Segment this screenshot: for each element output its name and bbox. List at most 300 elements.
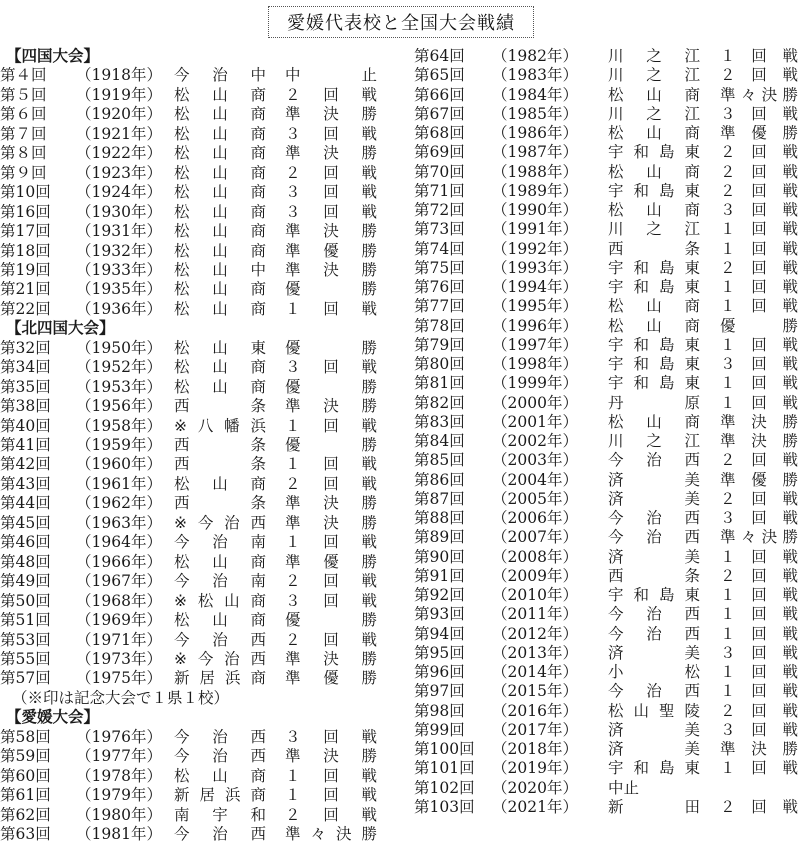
year-cell: （1993年）	[492, 258, 578, 277]
result-cell: １ 回 戦	[720, 393, 798, 412]
edition-cell: 第７回	[0, 124, 47, 143]
result-cell: １ 回 戦	[720, 335, 798, 354]
school-cell: 松 山 商	[608, 85, 700, 104]
year-cell: （1986年）	[492, 124, 578, 142]
edition-cell: 第44回	[0, 494, 51, 513]
table-row	[0, 610, 400, 630]
table-row	[414, 720, 800, 740]
school-cell: 今 治 西	[608, 624, 700, 643]
edition-cell: 第６回	[0, 105, 47, 124]
edition-cell: 第72回	[414, 201, 465, 219]
result-cell: 準 決 勝	[285, 222, 377, 241]
result-cell: ２ 回 戦	[285, 85, 377, 104]
result-cell: １ 回 戦	[720, 220, 798, 239]
table-row	[414, 624, 800, 644]
school-cell: 松 山 商	[608, 316, 700, 335]
edition-cell: 第62回	[0, 805, 51, 824]
table-row	[0, 649, 400, 669]
school-cell: 松 山 商	[174, 183, 266, 202]
table-row	[414, 65, 800, 85]
school-cell: 松 山 聖 陵	[608, 701, 700, 720]
result-cell: 中 止	[285, 66, 377, 85]
table-row	[0, 221, 400, 241]
school-cell: 中止	[608, 778, 640, 797]
year-cell: （1973年）	[76, 649, 162, 668]
school-cell: ※ 八 幡 浜	[174, 416, 266, 435]
edition-cell: 第17回	[0, 222, 51, 241]
table-row	[414, 681, 800, 701]
year-cell: （2010年）	[492, 586, 578, 604]
school-cell: 川 之 江	[608, 104, 700, 123]
result-cell: １ 回 戦	[720, 278, 798, 296]
school-cell: 済 美	[608, 740, 700, 758]
result-cell: 準 決 勝	[285, 144, 377, 163]
school-cell: 松 山 商	[174, 358, 266, 377]
school-cell: 小 松	[608, 663, 700, 681]
result-cell: １ 回 戦	[285, 299, 377, 318]
year-cell: （1991年）	[492, 220, 578, 239]
school-cell: 松 山 商	[174, 222, 266, 241]
table-row	[414, 335, 800, 355]
table-row	[414, 239, 800, 259]
school-cell: 松 山 商	[174, 85, 266, 104]
edition-cell: 第18回	[0, 241, 51, 260]
school-cell: 松 山 商	[174, 144, 266, 163]
result-cell: １ 回 戦	[720, 239, 798, 258]
table-row	[0, 65, 400, 85]
result-cell: 優 勝	[285, 611, 377, 630]
result-cell: 優 勝	[285, 280, 377, 299]
school-cell: 済 美	[608, 547, 700, 566]
table-row	[0, 241, 400, 261]
edition-cell: 第22回	[0, 299, 51, 318]
edition-cell: 第75回	[414, 258, 465, 277]
table-row	[414, 547, 800, 567]
school-cell: 松 山 商	[174, 552, 266, 571]
result-cell: 準 決 勝	[285, 747, 377, 766]
school-cell: 松 山 商	[608, 124, 700, 142]
table-row	[414, 200, 800, 220]
edition-cell: 第88回	[414, 509, 465, 527]
table-row	[0, 591, 400, 611]
table-row	[414, 470, 800, 490]
table-row	[0, 279, 400, 299]
school-cell: 松 山 商	[174, 163, 266, 182]
year-cell: （1962年）	[76, 494, 162, 513]
year-cell: （1976年）	[76, 727, 162, 746]
year-cell: （1994年）	[492, 278, 578, 296]
year-cell: （1988年）	[492, 162, 578, 181]
year-cell: （2015年）	[492, 682, 578, 701]
school-cell: 宇 和 島 東	[608, 181, 700, 200]
result-cell: ２ 回 戦	[720, 566, 798, 585]
edition-cell: 第48回	[0, 552, 51, 571]
result-cell: １ 回 戦	[720, 759, 798, 778]
result-cell: 準 々 決 勝	[285, 825, 377, 843]
year-cell: （1966年）	[76, 552, 162, 571]
result-cell: 準 優 勝	[720, 124, 798, 142]
table-row	[0, 163, 400, 183]
page-title: 愛媛代表校と全国大会戦績	[268, 6, 534, 38]
edition-cell: 第86回	[414, 470, 465, 489]
year-cell: （2000年）	[492, 393, 578, 412]
table-row	[414, 778, 800, 798]
year-cell: （1931年）	[76, 222, 162, 241]
table-row	[0, 357, 400, 377]
school-cell: 松 山 商	[174, 766, 266, 785]
school-cell: 松 山 商	[174, 105, 266, 124]
edition-cell: 第35回	[0, 377, 51, 396]
year-cell: （1920年）	[76, 105, 162, 124]
result-cell: ３ 回 戦	[720, 643, 798, 662]
year-cell: （1932年）	[76, 241, 162, 260]
result-cell: 優 勝	[285, 436, 377, 454]
edition-cell: 第102回	[414, 778, 475, 797]
school-cell: 宇 和 島 東	[608, 374, 700, 393]
edition-cell: 第38回	[0, 397, 51, 416]
table-row	[414, 162, 800, 182]
edition-cell: 第65回	[414, 66, 465, 85]
school-cell: ※ 今 治 西	[174, 513, 266, 532]
year-cell: （1987年）	[492, 143, 578, 162]
result-cell: ３ 回 戦	[720, 720, 798, 739]
edition-cell: 第93回	[414, 605, 465, 624]
school-cell: 松 山 商	[608, 162, 700, 181]
edition-cell: 第94回	[414, 624, 465, 643]
year-cell: （1963年）	[76, 513, 162, 532]
edition-cell: 第64回	[414, 47, 465, 65]
year-cell: （1961年）	[76, 474, 162, 493]
table-row	[0, 143, 400, 163]
table-row	[0, 805, 400, 825]
year-cell: （1924年）	[76, 183, 162, 202]
result-cell: ３ 回 戦	[720, 104, 798, 123]
school-cell: 宇 和 島 東	[608, 258, 700, 277]
table-row	[414, 489, 800, 509]
year-cell: （1952年）	[76, 358, 162, 377]
edition-cell: 第49回	[0, 572, 51, 591]
table-row	[414, 662, 800, 682]
result-cell: １ 回 戦	[720, 374, 798, 393]
table-row	[0, 338, 400, 358]
result-cell: ３ 回 戦	[285, 591, 377, 610]
year-cell: （1996年）	[492, 316, 578, 335]
table-row	[0, 85, 400, 105]
table-row	[414, 373, 800, 393]
school-cell: 川 之 江	[608, 47, 700, 65]
year-cell: （1999年）	[492, 374, 578, 393]
table-row	[414, 797, 800, 817]
year-cell: （2004年）	[492, 470, 578, 489]
result-cell: ２ 回 戦	[720, 162, 798, 181]
table-row	[414, 219, 800, 239]
edition-cell: 第73回	[414, 220, 465, 239]
edition-cell: 第50回	[0, 591, 51, 610]
school-cell: 宇 和 島 東	[608, 278, 700, 296]
table-row	[0, 474, 400, 494]
year-cell: （2016年）	[492, 701, 578, 720]
school-cell: 松 山 商	[174, 241, 266, 260]
edition-cell: 第91回	[414, 566, 465, 585]
year-cell: （1990年）	[492, 201, 578, 219]
table-row	[0, 124, 400, 144]
year-cell: （1979年）	[76, 786, 162, 805]
year-cell: （2007年）	[492, 528, 578, 547]
table-row	[0, 746, 400, 766]
school-cell: 宇 和 島 東	[608, 586, 700, 604]
table-row	[0, 396, 400, 416]
table-row	[0, 785, 400, 805]
school-cell: 今 治 西	[608, 682, 700, 701]
year-cell: （1995年）	[492, 297, 578, 316]
year-cell: （1975年）	[76, 669, 162, 688]
year-cell: （1984年）	[492, 85, 578, 104]
school-cell: 今 治 南	[174, 572, 266, 591]
table-row	[0, 377, 400, 397]
edition-cell: 第79回	[414, 335, 465, 354]
school-cell: 松 山 商	[608, 412, 700, 431]
school-cell: 今 治 西	[608, 528, 700, 547]
result-cell: ３ 回 戦	[720, 355, 798, 373]
school-cell: 西 条	[174, 455, 266, 474]
year-cell: （2001年）	[492, 412, 578, 431]
school-cell: 済 美	[608, 470, 700, 489]
year-cell: （2002年）	[492, 432, 578, 450]
result-cell: １ 回 戦	[720, 682, 798, 701]
year-cell: （1922年）	[76, 144, 162, 163]
result-cell: 準 決 勝	[285, 105, 377, 124]
edition-cell: 第77回	[414, 297, 465, 316]
section-heading: 【北四国大会】	[6, 319, 115, 338]
edition-cell: 第55回	[0, 649, 51, 668]
result-cell: ２ 回 戦	[720, 701, 798, 720]
table-row	[0, 513, 400, 533]
result-cell: 準 優 勝	[720, 470, 798, 489]
result-cell: ３ 回 戦	[720, 509, 798, 527]
year-cell: （2003年）	[492, 451, 578, 470]
result-cell: １ 回 戦	[720, 297, 798, 316]
year-cell: （1964年）	[76, 533, 162, 552]
result-cell: １ 回 戦	[720, 547, 798, 566]
edition-cell: 第19回	[0, 260, 51, 279]
table-row	[414, 450, 800, 470]
edition-cell: 第66回	[414, 85, 465, 104]
year-cell: （2005年）	[492, 489, 578, 508]
edition-cell: 第95回	[414, 643, 465, 662]
result-cell: 優 勝	[285, 338, 377, 357]
year-cell: （1959年）	[76, 436, 162, 454]
edition-cell: 第５回	[0, 85, 47, 104]
school-cell: 川 之 江	[608, 66, 700, 85]
edition-cell: 第74回	[414, 239, 465, 258]
edition-cell: 第85回	[414, 451, 465, 470]
edition-cell: 第63回	[0, 825, 51, 843]
result-cell: 準 優 勝	[285, 241, 377, 260]
edition-cell: 第83回	[414, 412, 465, 431]
edition-cell: 第92回	[414, 586, 465, 604]
school-cell: 松 山 商	[608, 201, 700, 219]
table-row	[414, 142, 800, 162]
table-row	[414, 412, 800, 432]
result-cell: ３ 回 戦	[285, 183, 377, 202]
table-row	[414, 277, 800, 297]
edition-cell: 第61回	[0, 786, 51, 805]
table-row	[414, 316, 800, 336]
result-cell: 準 決 勝	[285, 260, 377, 279]
school-cell: 済 美	[608, 643, 700, 662]
table-row	[414, 258, 800, 278]
result-cell: １ 回 戦	[720, 663, 798, 681]
table-row	[0, 824, 400, 844]
result-cell: １ 回 戦	[285, 766, 377, 785]
result-cell: ２ 回 戦	[720, 66, 798, 85]
result-cell: 準 々 決 勝	[720, 85, 798, 104]
section-heading: 【四国大会】	[6, 47, 100, 65]
year-cell: （1960年）	[76, 455, 162, 474]
edition-cell: 第40回	[0, 416, 51, 435]
result-cell: ２ 回 戦	[285, 572, 377, 591]
year-cell: （1923年）	[76, 163, 162, 182]
year-cell: （2021年）	[492, 797, 578, 816]
year-cell: （2013年）	[492, 643, 578, 662]
edition-cell: 第81回	[414, 374, 465, 393]
result-cell: １ 回 戦	[720, 47, 798, 65]
result-cell: ２ 回 戦	[720, 258, 798, 277]
school-cell: 今 治 南	[174, 533, 266, 552]
result-cell: 準 決 勝	[720, 412, 798, 431]
edition-cell: 第21回	[0, 280, 51, 299]
table-row	[414, 701, 800, 721]
edition-cell: 第46回	[0, 533, 51, 552]
result-cell: ２ 回 戦	[285, 630, 377, 649]
school-cell: 松 山 商	[174, 124, 266, 143]
table-row	[0, 260, 400, 280]
year-cell: （1930年）	[76, 202, 162, 221]
year-cell: （1992年）	[492, 239, 578, 258]
school-cell: 宇 和 島 東	[608, 759, 700, 778]
result-cell: ３ 回 戦	[285, 202, 377, 221]
result-cell: 準 決 勝	[285, 397, 377, 416]
edition-cell: 第41回	[0, 436, 51, 454]
result-cell: ３ 回 戦	[285, 124, 377, 143]
edition-cell: 第101回	[414, 759, 475, 778]
edition-cell: 第68回	[414, 124, 465, 142]
edition-cell: 第９回	[0, 163, 47, 182]
year-cell: （2009年）	[492, 566, 578, 585]
school-cell: 宇 和 島 東	[608, 143, 700, 162]
result-cell: 優 勝	[285, 377, 377, 396]
school-cell: 今 治 西	[608, 605, 700, 624]
table-row	[414, 181, 800, 201]
year-cell: （1978年）	[76, 766, 162, 785]
edition-cell: 第76回	[414, 278, 465, 296]
year-cell: （2011年）	[492, 605, 578, 624]
table-row	[0, 493, 400, 513]
edition-cell: 第58回	[0, 727, 51, 746]
result-cell: １ 回 戦	[720, 624, 798, 643]
table-row	[414, 643, 800, 663]
result-cell: 準 決 勝	[285, 649, 377, 668]
result-cell: １ 回 戦	[720, 586, 798, 604]
result-cell: ３ 回 戦	[285, 358, 377, 377]
edition-cell: 第59回	[0, 747, 51, 766]
table-row	[0, 435, 400, 455]
year-cell: （2008年）	[492, 547, 578, 566]
edition-cell: 第78回	[414, 316, 465, 335]
school-cell: 松 山 商	[174, 299, 266, 318]
result-cell: 準 決 勝	[720, 432, 798, 450]
table-row	[0, 104, 400, 124]
edition-cell: 第43回	[0, 474, 51, 493]
school-cell: 丹 原	[608, 393, 700, 412]
table-row	[0, 552, 400, 572]
result-cell: ２ 回 戦	[720, 797, 798, 816]
edition-cell: 第103回	[414, 797, 475, 816]
year-cell: （1985年）	[492, 104, 578, 123]
edition-cell: 第10回	[0, 183, 51, 202]
edition-cell: 第51回	[0, 611, 51, 630]
edition-cell: 第87回	[414, 489, 465, 508]
school-cell: 西 条	[174, 397, 266, 416]
edition-cell: 第100回	[414, 740, 475, 758]
year-cell: （1958年）	[76, 416, 162, 435]
result-cell: 優 勝	[720, 316, 798, 335]
school-cell: 松 山 商	[174, 280, 266, 299]
school-cell: 宇 和 島 東	[608, 355, 700, 373]
result-cell: 準 優 勝	[285, 552, 377, 571]
result-cell: 準 優 勝	[285, 669, 377, 688]
school-cell: 西 条	[174, 494, 266, 513]
table-row	[0, 416, 400, 436]
result-cell: 準 決 勝	[285, 494, 377, 513]
table-row	[414, 354, 800, 374]
edition-cell: 第97回	[414, 682, 465, 701]
table-row	[414, 508, 800, 528]
table-row	[414, 566, 800, 586]
school-cell: 今 治 中	[174, 66, 266, 85]
result-cell: 準 決 勝	[285, 513, 377, 532]
school-cell: 川 之 江	[608, 220, 700, 239]
result-cell: ２ 回 戦	[285, 474, 377, 493]
year-cell: （2012年）	[492, 624, 578, 643]
edition-cell: 第60回	[0, 766, 51, 785]
school-cell: 済 美	[608, 489, 700, 508]
year-cell: （1919年）	[76, 85, 162, 104]
year-cell: （1921年）	[76, 124, 162, 143]
year-cell: （1918年）	[76, 66, 162, 85]
year-cell: （1935年）	[76, 280, 162, 299]
school-cell: ※ 今 治 西	[174, 649, 266, 668]
result-cell: ３ 回 戦	[720, 201, 798, 219]
year-cell: （1956年）	[76, 397, 162, 416]
edition-cell: 第67回	[414, 104, 465, 123]
year-cell: （1977年）	[76, 747, 162, 766]
year-cell: （1953年）	[76, 377, 162, 396]
school-cell: 西 条	[608, 566, 700, 585]
table-row	[0, 727, 400, 747]
table-row	[414, 104, 800, 124]
year-cell: （2017年）	[492, 720, 578, 739]
table-row	[0, 202, 400, 222]
result-cell: １ 回 戦	[720, 605, 798, 624]
school-cell: 松 山 商	[174, 377, 266, 396]
year-cell: （1980年）	[76, 805, 162, 824]
edition-cell: 第99回	[414, 720, 465, 739]
year-cell: （2020年）	[492, 778, 578, 797]
table-row	[414, 123, 800, 143]
school-cell: 松 山 商	[174, 611, 266, 630]
school-cell: 松 山 中	[174, 260, 266, 279]
